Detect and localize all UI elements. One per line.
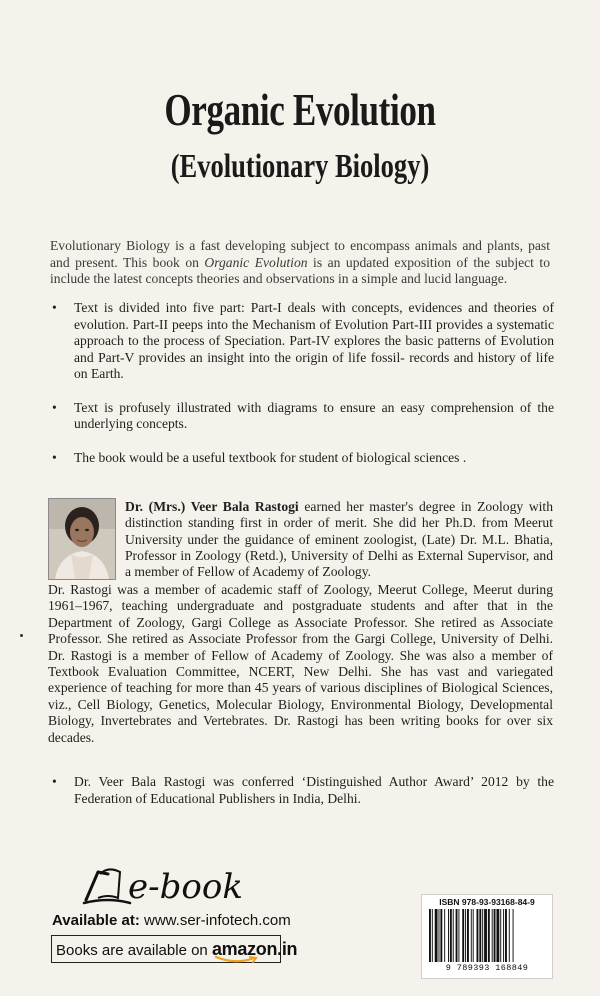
book-title: Organic Evolution xyxy=(164,85,436,135)
ebook-logo-text: e-book xyxy=(128,867,243,907)
availability-line xyxy=(52,912,291,929)
amazon-smile-icon xyxy=(214,956,260,964)
author-portrait-image xyxy=(49,499,115,579)
bullet-icon: • xyxy=(52,774,57,789)
book-subtitle: (Evolutionary Biology) xyxy=(170,148,430,185)
print-speck xyxy=(20,634,23,637)
author-bio-intro xyxy=(125,499,553,580)
feature-bullet-text: Text is profusely illustrated with diagrams to ensure an easy comprehension of the underlying concepts. xyxy=(74,399,554,431)
isbn-barcode xyxy=(421,894,553,979)
publisher-website-link[interactable]: www.ser-infotech.com xyxy=(143,912,291,929)
feature-bullet-text: Text is divided into five part: Part-I deals with concepts, evidences and theories of evolution. Part-II peeps into the Mechanism of Evolution Part-III provides a systematic approach to the process of Speciation. Part-IV explores the basic patterns of Evolution and Part-V provides an insight into the origin of life fossil- records and history of life on Earth. xyxy=(74,300,554,381)
intro-text-after: is an updated exposition of the subject to include the latest concepts theories and observations in a simple and lucid language. xyxy=(50,254,551,286)
feature-bullet-list xyxy=(48,300,554,466)
intro-book-title: Organic Evolution xyxy=(204,254,308,270)
bullet-icon: • xyxy=(52,449,57,465)
intro-text-before: Evolutionary Biology is a fast developing subject to encompass animals and plants, past and present. This book on xyxy=(50,238,550,270)
available-label: Available at: xyxy=(52,912,144,929)
author-bio-main: Dr. Rastogi was a member of academic staff of Zoology, Meerut College, Meerut during 1961–1967, teaching undergraduate and postgraduate students and after that in the Department of Zoology, Gargi College as Associate Professor. She retired as Associate Professor. She retired as Associate Professor from the Gargi College, University of Delhi. Dr. Rastogi is a member of Fellow of Academy of Zoology. She was also a member of Textbook Evaluation Committee, NCERT, New Delhi. She has vast and variegated experience of teaching for more than 45 years of various disciplines of Biological Sciences, viz., Cell Biology, Genetics, Molecular Biology, Environmental Biology, Developmental Biology, Invertebrates and Vertebrates. Dr. Rastogi has been writing books for over six decades. xyxy=(48,582,553,745)
feature-bullet xyxy=(48,300,554,383)
intro-paragraph xyxy=(50,238,550,288)
award-text: Dr. Veer Bala Rastogi was conferred ‘Distinguished Author Award’ 2012 by the Federation of Educational Publishers in India, Delhi. xyxy=(74,774,554,806)
feature-bullet xyxy=(48,450,554,467)
isbn-barcode-digits: 9 789393 168849 xyxy=(445,963,529,973)
award-bullet xyxy=(48,774,554,807)
award-bullet-list xyxy=(48,774,554,807)
barcode-bars-icon xyxy=(428,909,546,964)
amazon-wordmark: amazon xyxy=(211,939,278,959)
amazon-logo xyxy=(212,939,297,959)
isbn-label: ISBN 978-93-93168-84-9 xyxy=(439,897,535,907)
ebook-logo xyxy=(78,860,278,910)
author-bio-intro-text: earned her master's degree in Zoology with distinction standing first in order of merit. She did her Ph.D. from Meerut University under the guidance of eminent zoologist, (Late) Dr. M.L. Bhatia, Professor in Zoology (Retd.), University of Delhi as External Supervisor, and a member of Fellow of Academy of Zoology. xyxy=(125,499,553,580)
amazon-availability-box xyxy=(51,935,298,963)
bullet-icon: • xyxy=(52,300,57,315)
bullet-icon: • xyxy=(52,399,57,415)
author-photo xyxy=(48,498,116,580)
amazon-tld: .in xyxy=(277,939,298,959)
author-name: Dr. (Mrs.) Veer Bala Rastogi xyxy=(125,499,299,514)
books-available-text: Books are available on xyxy=(56,942,212,959)
feature-bullet xyxy=(48,400,554,433)
feature-bullet-text: The book would be a useful textbook for student of biological sciences . xyxy=(74,449,467,465)
